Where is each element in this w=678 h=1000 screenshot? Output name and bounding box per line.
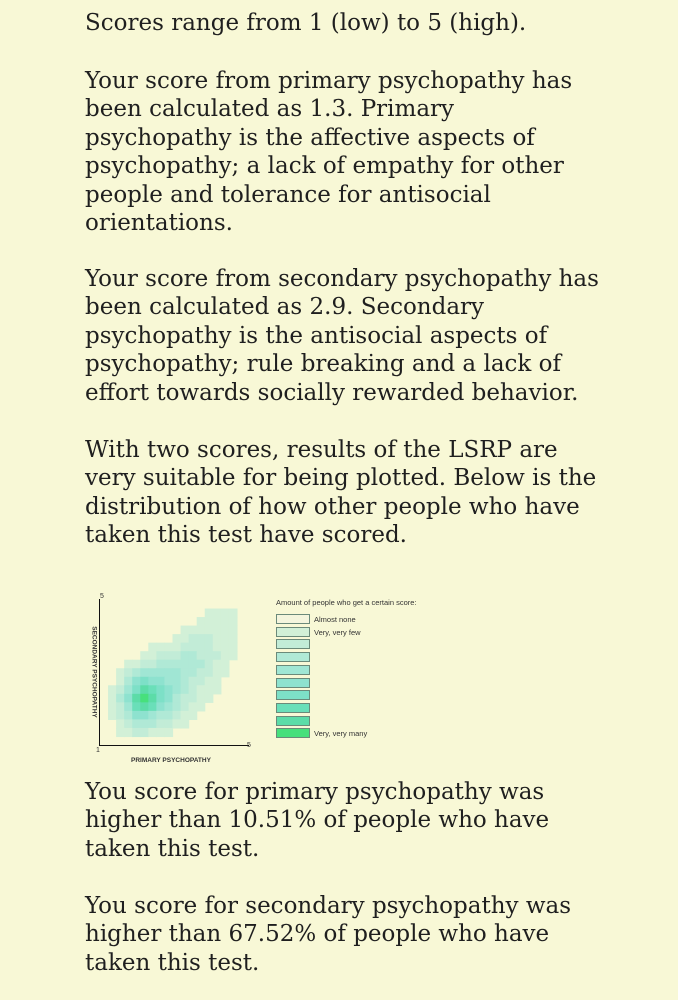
heatmap-cell xyxy=(197,694,206,703)
heatmap-cell xyxy=(124,711,133,720)
heatmap-cell xyxy=(181,626,190,635)
heatmap-cell xyxy=(205,651,214,660)
legend-swatch xyxy=(276,690,310,700)
heatmap-cell xyxy=(140,677,149,686)
heatmap-cell xyxy=(189,643,198,652)
heatmap-cell xyxy=(189,651,198,660)
heatmap-cell xyxy=(173,660,182,669)
heatmap-cell xyxy=(124,685,133,694)
heatmap-cell xyxy=(148,677,157,686)
heatmap-cell xyxy=(189,626,198,635)
heatmap-cell xyxy=(213,609,222,618)
heatmap-cell xyxy=(116,728,125,737)
legend-swatch xyxy=(276,614,310,624)
heatmap-cell xyxy=(173,643,182,652)
heatmap-cell xyxy=(140,694,149,703)
distribution-chart xyxy=(85,590,455,770)
heatmap-cell xyxy=(205,643,214,652)
heatmap-cell xyxy=(124,719,133,728)
heatmap-cell xyxy=(189,677,198,686)
heatmap-cell xyxy=(116,677,125,686)
heatmap-cell xyxy=(140,702,149,711)
x-axis xyxy=(99,745,249,746)
heatmap-cell xyxy=(197,668,206,677)
heatmap-cell xyxy=(140,711,149,720)
heatmap-cell xyxy=(156,685,165,694)
heatmap-cell xyxy=(181,694,190,703)
heatmap-cell xyxy=(205,660,214,669)
legend-label: Very, very many xyxy=(314,729,368,739)
heatmap-cell xyxy=(213,617,222,626)
heatmap-cell xyxy=(124,694,133,703)
heatmap-cell xyxy=(213,626,222,635)
heatmap-plot xyxy=(85,590,285,770)
heatmap-cell xyxy=(189,685,198,694)
heatmap-cell xyxy=(213,668,222,677)
heatmap-cell xyxy=(213,677,222,686)
heatmap-cell xyxy=(197,634,206,643)
y-tick-max: 5 xyxy=(100,593,104,600)
heatmap-cell xyxy=(164,651,173,660)
heatmap-cell xyxy=(181,651,190,660)
heatmap-cell xyxy=(164,719,173,728)
y-axis-label: SECONDARY PSYCHOPATHY xyxy=(90,626,98,718)
heatmap-cell xyxy=(148,685,157,694)
heatmap-cell xyxy=(221,634,230,643)
heatmap-cell xyxy=(197,660,206,669)
heatmap-cell xyxy=(221,643,230,652)
heatmap-cell xyxy=(108,694,117,703)
heatmap-cell xyxy=(181,643,190,652)
heatmap-cell xyxy=(116,668,125,677)
heatmap-cell xyxy=(156,668,165,677)
heatmap-cell xyxy=(148,643,157,652)
legend-swatch xyxy=(276,639,310,649)
heatmap-cell xyxy=(164,660,173,669)
heatmap-cell xyxy=(197,643,206,652)
heatmap-cell xyxy=(140,719,149,728)
heatmap-cell xyxy=(108,702,117,711)
heatmap-cell xyxy=(132,677,141,686)
heatmap-cell xyxy=(205,609,214,618)
heatmap-cell xyxy=(173,668,182,677)
heatmap-cell xyxy=(213,634,222,643)
heatmap-cell xyxy=(164,685,173,694)
heatmap-cell xyxy=(221,617,230,626)
heatmap-cell xyxy=(173,685,182,694)
heatmap-cell xyxy=(148,702,157,711)
heatmap-cell xyxy=(156,702,165,711)
heatmap-cell xyxy=(189,694,198,703)
legend-title: Amount of people who get a certain score: xyxy=(276,598,417,607)
heatmap-cell xyxy=(164,668,173,677)
heatmap-cell xyxy=(181,702,190,711)
heatmap-cell xyxy=(148,694,157,703)
heatmap-cell xyxy=(132,728,141,737)
heatmap-cell xyxy=(140,660,149,669)
primary-score-text: Your score from primary psychopathy has been calculated as 1.3. Primary psychopathy is the affective aspects of psychopathy; a lack of empathy for other people and tolerance for antisocial orientations. xyxy=(85,68,573,237)
heatmap-cell xyxy=(173,634,182,643)
heatmap-cell xyxy=(156,677,165,686)
legend-swatch xyxy=(276,728,310,738)
heatmap-cell xyxy=(140,651,149,660)
heatmap-cell xyxy=(205,694,214,703)
heatmap-cell xyxy=(229,609,238,618)
y-tick-min: 1 xyxy=(96,747,100,754)
heatmap-cell xyxy=(189,668,198,677)
heatmap-cell xyxy=(205,626,214,635)
heatmap-cell xyxy=(140,728,149,737)
heatmap-cell xyxy=(173,694,182,703)
secondary-percentile-text: You score for secondary psychopathy was higher than 67.52% of people who have taken this test. xyxy=(85,893,572,976)
distribution-intro-text: With two scores, results of the LSRP are very suitable for being plotted. Below is the distribution of how other people who have taken this test have scored. xyxy=(85,437,597,549)
legend-label: Almost none xyxy=(314,615,356,624)
heatmap-cell xyxy=(156,643,165,652)
x-axis-label: PRIMARY PSYCHOPATHY xyxy=(131,757,211,764)
heatmap-cell xyxy=(164,643,173,652)
heatmap-cell xyxy=(213,643,222,652)
heatmap-cell xyxy=(197,617,206,626)
legend-swatch xyxy=(276,703,310,713)
legend-swatch xyxy=(276,665,310,675)
heatmap-cell xyxy=(164,694,173,703)
heatmap-cell xyxy=(164,702,173,711)
primary-percentile-text: You score for primary psychopathy was higher than 10.51% of people who have taken this test. xyxy=(85,779,550,862)
heatmap-cell xyxy=(221,668,230,677)
legend-label: Very, very few xyxy=(314,627,361,637)
heatmap-cell xyxy=(116,711,125,720)
heatmap-cell xyxy=(116,702,125,711)
heatmap-cell xyxy=(213,660,222,669)
legend-swatch xyxy=(276,652,310,662)
heatmap-cell xyxy=(189,660,198,669)
heatmap-cell xyxy=(156,651,165,660)
secondary-score-text: Your score from secondary psychopathy has been calculated as 2.9. Secondary psychopathy is the antisocial aspects of psychopathy; rule breaking and a lack of effort towards socially rewarded behavior. xyxy=(85,266,599,406)
x-tick-max: 5 xyxy=(247,742,251,749)
heatmap-cell xyxy=(164,711,173,720)
heatmap-cell xyxy=(108,711,117,720)
heatmap-cell xyxy=(229,626,238,635)
heatmap-cell xyxy=(229,634,238,643)
heatmap-cell xyxy=(124,668,133,677)
heatmap-cell xyxy=(173,677,182,686)
heatmap-cell xyxy=(148,711,157,720)
heatmap-cell xyxy=(156,694,165,703)
heatmap-cell xyxy=(156,728,165,737)
heatmap-cell xyxy=(108,685,117,694)
heatmap-cell xyxy=(124,702,133,711)
heatmap-cell xyxy=(173,651,182,660)
heatmap-cell xyxy=(213,651,222,660)
heatmap-cell xyxy=(124,660,133,669)
heatmap-cell xyxy=(229,643,238,652)
heatmap-cell xyxy=(148,660,157,669)
heatmap-cell xyxy=(132,694,141,703)
heatmap-cell xyxy=(221,660,230,669)
heatmap-cell xyxy=(205,677,214,686)
heatmap-cell xyxy=(197,677,206,686)
heatmap-cell xyxy=(205,617,214,626)
heatmap-cell xyxy=(116,719,125,728)
heatmap-cell xyxy=(229,617,238,626)
heatmap-cell xyxy=(181,711,190,720)
heatmap-cell xyxy=(140,668,149,677)
heatmap-cell xyxy=(148,728,157,737)
heatmap-cell xyxy=(132,719,141,728)
heatmap-cell xyxy=(189,634,198,643)
heatmap-cell xyxy=(197,685,206,694)
heatmap-cell xyxy=(205,685,214,694)
heatmap-cell xyxy=(156,711,165,720)
y-axis xyxy=(99,599,100,745)
heatmap-cell xyxy=(173,711,182,720)
heatmap-cell xyxy=(132,702,141,711)
heatmap-cell xyxy=(132,711,141,720)
heatmap-cell xyxy=(189,702,198,711)
heatmap-cell xyxy=(156,719,165,728)
heatmap-cell xyxy=(181,677,190,686)
heatmap-cell xyxy=(189,711,198,720)
heatmap-cell xyxy=(124,728,133,737)
heatmap-cell xyxy=(197,626,206,635)
score-range-text: Scores range from 1 (low) to 5 (high). xyxy=(85,10,527,36)
heatmap-cell xyxy=(181,634,190,643)
heatmap-cell xyxy=(164,728,173,737)
heatmap-cell xyxy=(213,685,222,694)
heatmap-cell xyxy=(132,668,141,677)
heatmap-cell xyxy=(164,677,173,686)
heatmap-cell xyxy=(124,677,133,686)
legend-swatch xyxy=(276,627,310,637)
heatmap-cell xyxy=(132,685,141,694)
heatmap-cell xyxy=(197,702,206,711)
heatmap-cell xyxy=(116,685,125,694)
heatmap-cell xyxy=(197,651,206,660)
legend-swatch xyxy=(276,678,310,688)
heatmap-cell xyxy=(148,668,157,677)
heatmap-cell xyxy=(205,634,214,643)
heatmap-cell xyxy=(156,660,165,669)
heatmap-cell xyxy=(116,694,125,703)
heatmap-cell xyxy=(229,651,238,660)
heatmap-cell xyxy=(181,668,190,677)
heatmap-cell xyxy=(140,685,149,694)
heatmap-cell xyxy=(173,702,182,711)
heatmap-cell xyxy=(173,719,182,728)
heatmap-cell xyxy=(181,719,190,728)
heatmap-cell xyxy=(181,660,190,669)
heatmap-cell xyxy=(148,719,157,728)
heatmap-cell xyxy=(205,668,214,677)
heatmap-cell xyxy=(181,685,190,694)
heatmap-cell xyxy=(132,660,141,669)
heatmap-cell xyxy=(221,626,230,635)
heatmap-cell xyxy=(148,651,157,660)
heatmap-cell xyxy=(221,651,230,660)
legend-swatch xyxy=(276,716,310,726)
heatmap-cell xyxy=(221,609,230,618)
